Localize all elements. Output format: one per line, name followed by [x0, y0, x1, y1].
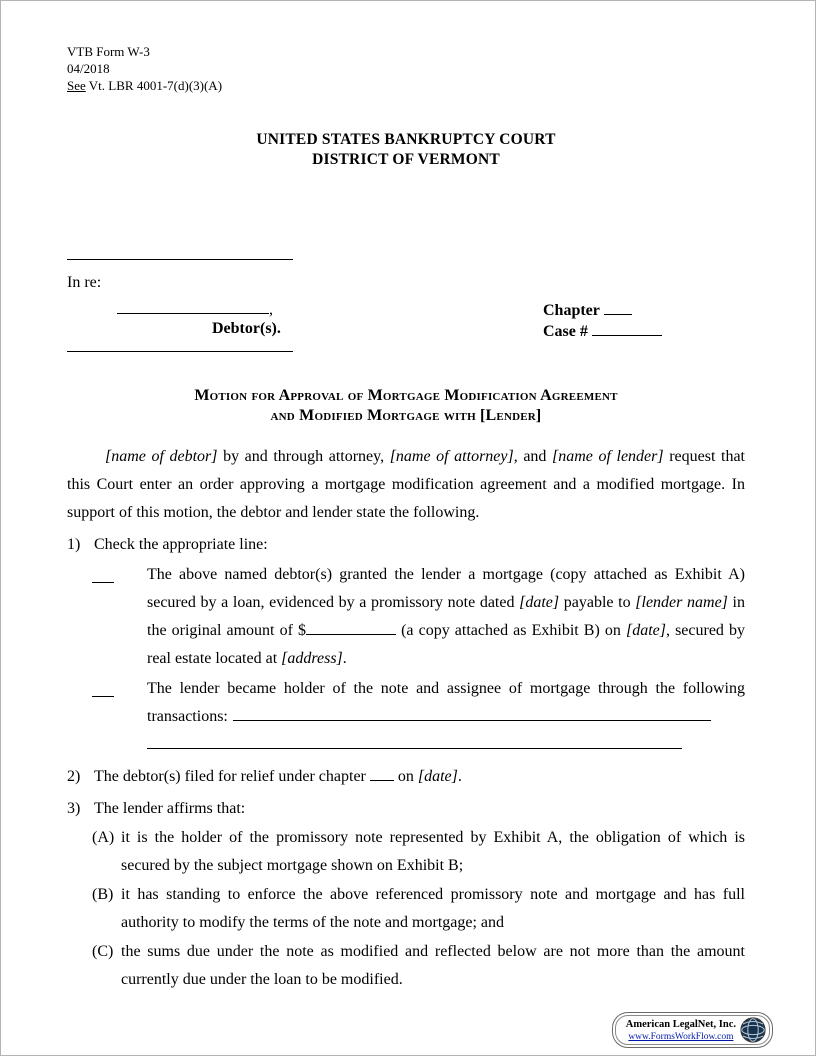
placeholder-relief-date: [date]: [417, 768, 458, 785]
item-2: [67, 763, 745, 791]
check2-text: The lender became holder of the note and assignee of mortgage through the following transactions:: [147, 680, 745, 725]
placeholder-address: [address]: [281, 650, 343, 667]
in-re-label: In re:: [67, 274, 102, 291]
motion-title-line-2: and Modified Mortgage with [Lender]: [270, 407, 542, 424]
case-number-line: [543, 321, 745, 342]
court-title: [67, 130, 745, 169]
form-revision-date: 04/2018: [67, 61, 110, 76]
case-number-blank: [592, 332, 662, 336]
item-1-text: Check the appropriate line:: [94, 536, 268, 553]
american-legalnet-badge-inner: [615, 1015, 770, 1045]
motion-title: [67, 386, 745, 426]
chapter-line: [543, 300, 745, 321]
check-option-2-blank: [92, 675, 114, 697]
item-3-number: 3): [67, 800, 81, 817]
original-amount-blank: [306, 631, 396, 635]
transactions-blank-line-1: [233, 717, 711, 721]
citation-rule: Vt. LBR 4001-7(d)(3)(A): [88, 78, 223, 93]
debtor-name-line: [67, 300, 293, 319]
affirmation-b: [92, 881, 745, 937]
debtor-name-comma: ,: [269, 301, 273, 318]
case-caption: [67, 259, 745, 352]
check1-text-5: , secured by real estate located at: [147, 622, 746, 667]
intro-text-1: by and through attorney,: [217, 448, 390, 465]
debtor-label: Debtor(s).: [212, 320, 281, 337]
item-1: [67, 531, 745, 559]
motion-title-line-1: Motion for Approval of Mortgage Modification Agreement: [194, 387, 618, 404]
affirmation-a: [92, 824, 745, 880]
caption-bottom-rule: [67, 351, 293, 352]
caption-left: [67, 259, 293, 352]
affirmation-b-label: (B): [92, 886, 114, 903]
placeholder-lender-name: [lender name]: [635, 594, 728, 611]
formsworkflow-link[interactable]: www.FormsWorkFlow.com: [628, 1031, 734, 1042]
item-2-number: 2): [67, 768, 81, 785]
intro-text-2: , and: [513, 448, 553, 465]
form-id: VTB Form W-3: [67, 44, 150, 59]
affirmation-a-label: (A): [92, 829, 115, 846]
american-legalnet-badge: [612, 1012, 773, 1048]
item2-text-1: The debtor(s) filed for relief under chapter: [94, 768, 370, 785]
check1-text-3: in the original amount of $: [147, 594, 745, 639]
affirmation-c-label: (C): [92, 943, 114, 960]
check-option-1-text: [147, 561, 745, 673]
intro-text-3: request that this Court enter an order approving a mortgage modification agreement and a modified mortgage. In support of this motion, the debtor and lender state the following.: [67, 448, 745, 521]
intro-paragraph: [67, 443, 745, 527]
affirmation-c-text: the sums due under the note as modified and reflected below are not more than the amount currently due under the loan to be modified.: [121, 943, 745, 988]
check-option-2: [92, 675, 745, 759]
debtor-name-blank: [117, 310, 269, 314]
legalnet-company-name: American LegalNet, Inc.: [625, 1018, 736, 1030]
badge-text: [626, 1018, 736, 1043]
court-district: DISTRICT OF VERMONT: [312, 150, 500, 168]
item-1-number: 1): [67, 536, 81, 553]
placeholder-note-date: [date]: [519, 594, 560, 611]
placeholder-name-of-lender: [name of lender]: [552, 448, 664, 465]
affirmation-a-text: it is the holder of the promissory note represented by Exhibit A, the obligation of which is secured by the subject mortgage shown on Exhibit B;: [121, 829, 745, 874]
item-3: [67, 795, 745, 823]
caption-top-rule: [67, 259, 293, 260]
check1-text-1: The above named debtor(s) granted the lender a mortgage (copy attached as Exhibit A) secured by a loan, evidenced by a promissory note dated: [147, 566, 745, 611]
chapter-blank-inline: [370, 777, 394, 781]
affirmation-b-text: it has standing to enforce the above referenced promissory note and mortgage and has full authority to modify the terms of the note and mortgage; and: [121, 886, 745, 931]
check-option-2-text: [147, 675, 745, 759]
placeholder-name-of-debtor: [name of debtor]: [105, 448, 218, 465]
item-2-text: [94, 763, 745, 791]
check1-text-4: (a copy attached as Exhibit B) on: [396, 622, 626, 639]
transactions-blank-line-2: [147, 745, 682, 749]
check-option-1-blank: [92, 561, 114, 583]
form-meta: [67, 43, 745, 94]
check1-text-6: .: [342, 650, 347, 667]
globe-icon: [740, 1017, 766, 1043]
court-name: UNITED STATES BANKRUPTCY COURT: [256, 131, 556, 148]
placeholder-name-of-attorney: [name of attorney]: [389, 448, 514, 465]
check-option-1: [92, 561, 745, 673]
check1-text-2: payable to: [559, 594, 636, 611]
item-3-text: The lender affirms that:: [94, 800, 246, 817]
item2-text-2: on: [393, 768, 418, 785]
form-citation: [67, 77, 745, 94]
chapter-label: Chapter: [543, 302, 600, 319]
chapter-number-blank: [604, 311, 632, 315]
citation-see: See: [67, 78, 86, 93]
affirmation-c: [92, 938, 745, 994]
placeholder-exhibit-date: [date]: [625, 622, 666, 639]
caption-right: [543, 259, 745, 352]
item2-text-3: .: [457, 768, 462, 785]
case-number-label: Case #: [543, 323, 588, 340]
